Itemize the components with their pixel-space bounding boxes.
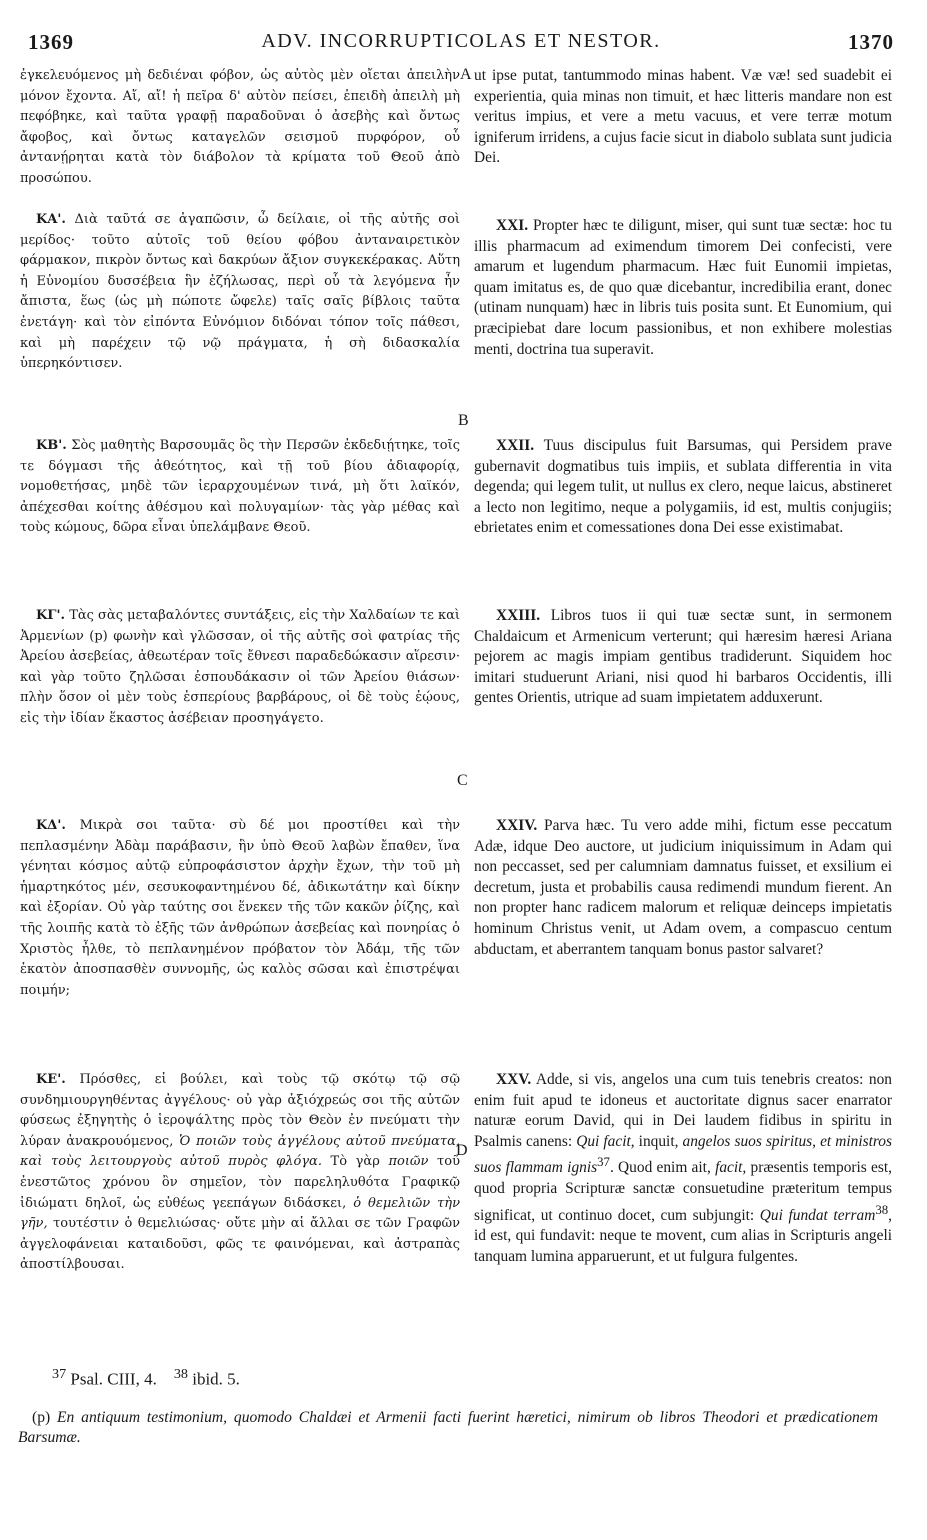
footnote-number-37: 37	[52, 1366, 67, 1382]
latin-footnote-ref-37: 37	[597, 1155, 610, 1170]
latin-quote-facit: facit,	[715, 1159, 747, 1177]
greek-text-21: Διὰ ταῦτά σε ἀγαπῶσιν, ὦ δείλαιε, οἱ τῆς αὐτῆς σοὶ μερίδος· τοῦτο αὐτοῖς τοῦ θείου φόβου ἀνταναιρετικὸν φάρμακον, πικρὸν ὄντως καὶ δακρύων ἄξιον συγκεκέρακας. Αὕτη ἡ Εὐνομίου δυσσέβεια ἣν ἐζήλωσας, περὶ οὗ τὰ λεγόμενα ἦν ἄπιστα, ἕως (ὡς μὴ πώποτε ὤφελε) ταῖς σαῖς βίβλοις ταῦτα ἐνετάγη· καὶ τὸν εἰπόντα Εὐνόμιον διδόναι τόπον τοῖς πάθεσι, καὶ μὴ παρέχειν τῷ νῷ πράγματα, ἡ σὴ διδασκαλία ὑπερηκόντισεν.	[20, 212, 460, 372]
margin-marker-b: B	[458, 412, 469, 429]
latin-text-25b: . Quod enim ait,	[609, 1159, 716, 1177]
latin-paragraph-intro	[474, 66, 892, 169]
page-number-right: 1370	[848, 30, 894, 54]
latin-quote-fundat: Qui fundat terram	[759, 1206, 876, 1224]
running-title: ADV. INCORRUPTICOLAS ET NESTOR.	[261, 30, 661, 52]
editorial-note-marker: (p)	[32, 1409, 51, 1426]
greek-paragraph-23	[20, 606, 460, 730]
footnote-text-37: Psal. CIII, 4.	[70, 1369, 157, 1389]
latin-footnote-ref-38: 38	[875, 1202, 889, 1217]
greek-text-25c: τοῦ ἐνεστῶτος χρόνου ὂν σημεῖον, τὸν παρεληλυθότα Γραφικῷ ἰδιώματι δηλοῖ, ὡς εὐθέως γεεπάγων διδάσκει,	[20, 1154, 460, 1211]
latin-paragraph-21	[474, 216, 892, 360]
latin-paragraph-23	[474, 606, 892, 709]
footnotes	[52, 1366, 240, 1390]
greek-text-25b: Τὸ γὰρ	[321, 1154, 389, 1170]
greek-paragraph-25	[20, 1070, 460, 1276]
latin-text-inquit: inquit,	[634, 1132, 683, 1150]
margin-marker-d: D	[456, 1142, 468, 1159]
greek-section-number-23: ΚΓ'.	[36, 608, 66, 623]
greek-paragraph-21	[20, 210, 460, 375]
latin-text-24: Parva hæc. Tu vero adde mihi, fictum esse peccatum Adæ, idque Deo auctore, ut judicium iniquissimum in Adam qui non peccasset, sed per calumniam damnatus fuisset, et exsilium ei decretum, justa et probabilis causa redimendi mundum fierent. An non propter hanc radicem malorum et reliquæ deinceps impietatis hominum Christus venit, ut Adam ovem, a compascuo centum abductam, et aberrantem tanquam bonus pastor salvaret?	[474, 817, 892, 958]
latin-text-25c: præsentis temporis est, quod propria Scripturæ sanctæ consuetudine præteritum tempus significat, ut continuo docet, cum subjungit:	[474, 1159, 892, 1224]
greek-section-number-21: ΚΑ'.	[36, 212, 66, 227]
latin-text-25a: Adde, si vis, angelos una cum tuis tenebris creatos: non enim fuit apud te idoneus et auctoritate dignus sacer enarrator naturæ eorum David, qui in Dei laudem fidibus in spiritu in Psalmis canens:	[474, 1071, 892, 1150]
margin-marker-a: A	[460, 66, 472, 83]
latin-text-25d: , id est, qui fundavit: neque te movent, cum alias in Scripturis angeli tanquam lumina apparuerunt, et ut fulgura fulgentes.	[474, 1206, 892, 1265]
greek-paragraph-intro	[20, 66, 460, 190]
editorial-note-text: En antiquum testimonium, quomodo Chaldæi et Armenii facti fuerint hæretici, nimirum ob libros Theodori et prædicationem Barsumæ.	[18, 1409, 878, 1446]
latin-paragraph-24	[474, 816, 892, 960]
footnote-number-38: 38	[173, 1366, 188, 1382]
footnote-text-38: ibid. 5.	[192, 1369, 240, 1389]
margin-marker-c: C	[457, 772, 468, 789]
greek-intro-text: ἐγκελευόμενος μὴ δεδιέναι φόβον, ὡς αὐτὸς μὲν οἴεται ἀπειλὴν μόνον ἔχοντα. Αἴ, αἴ! ἡ πεῖρα δ' αὐτὸν πείσει, ἐπειδὴ ἀπειλὴ μὴ πεφόβηκε, καὶ ταῦτα γραφῇ παραδοῦναι ὁ ἀσεβὴς καὶ ὄντως ἄφοβος, καὶ ὄντως καταγελῶν σεισμοῦ πυρφόρον, οὗ ἀντανῄρηται κατὰ τὸν διάβολον τὰ κρίματα τοῦ Θεοῦ ἀπὸ προσώπου.	[20, 68, 460, 186]
greek-section-number-22: ΚΒ'.	[36, 438, 67, 453]
latin-intro-text: ut ipse putat, tantummodo minas habent. Væ væ! sed suadebit ei experientia, quia minas non timuit, et hæc litteris mandare non est veritus impius, et vere a metu vacuus, et vere terræ motum igniferum irridens, a cujus facie sicut in diabolo sublata sunt judicia Dei.	[474, 67, 892, 167]
greek-text-22: Σὸς μαθητὴς Βαρσουμᾶς ὃς τὴν Περσῶν ἐκδεδιῄτηκε, τοῖς τε δόγμασι τῆς ἀθεότητος, καὶ τῇ τοῦ βίου ἀδιαφορίᾳ, νομοθετήσας, μηδὲ τῶν ἱεραρχουμένων τινά, μὴ ὅτι λαϊκόν, ἀπέχεσθαι κοίτης ἀθέσμου καὶ πολυγαμίων· τὰς γὰρ μέθας καὶ τοὺς κώμους, δῶρα εἶναι ὑπελάμβανε Θεοῦ.	[20, 438, 460, 536]
greek-text-25a: Πρόσθες, εἰ βούλει, καὶ τοὺς τῷ σκότῳ τῷ σῷ συνδημιουργηθέντας ἀγγέλους· οὐ γὰρ ἀξιόχρεώς σοι τῆς αὐτῶν φύσεως ἐξηγητὴς ὁ ἱεροψάλτης πρὸς τὸν Θεὸν ἐν πνεύματι τὴν λύραν ἀνακρουόμενος,	[20, 1072, 460, 1149]
page-number-left: 1369	[28, 30, 74, 54]
latin-text-21: Propter hæc te diligunt, miser, qui sunt tuæ sectæ: hoc tu illis pharmacum ad eximendum timorem Dei confecisti, vere amarum et lugendum pharmacum. Hæc fuit Eunomii impietas, quam imitatus es, de quo quæ dicebantur, incredibilia erant, donec (utinam nunquam) hæc in libris tuis posita sunt. Et Eunomium, qui præcipiebat dare locum passionibus, et non exhibere molestias menti, doctrina tua superavit.	[474, 217, 892, 358]
greek-section-number-24: ΚΔ'.	[36, 818, 66, 833]
latin-paragraph-25	[474, 1070, 892, 1268]
greek-quote-psalm: Ὁ ποιῶν τοὺς ἀγγέλους αὐτοῦ πνεύματα, καὶ τοὺς λειτουργοὺς αὐτοῦ πυρὸς φλόγα.	[20, 1133, 461, 1170]
latin-section-number-21: XXI.	[496, 217, 529, 234]
greek-word-poion: ποιῶν	[388, 1154, 429, 1170]
latin-quote-angelos: angelos suos spiritus, et ministros suos flammam ignis	[474, 1132, 892, 1177]
greek-text-24: Μικρὰ σοι ταῦτα· σὺ δέ μοι προστίθει καὶ τὴν πεπλασμένην Ἀδὰμ παράβασιν, ἣν ὑπὸ Θεοῦ λαβὼν ἔπαθεν, ἵνα γένηται κόσμος αὐτῷ εὐπροφάσιστον ἀρχὴν ἔχων, τὴν τοῦ μὴ ἡμαρτηκότος μέν, σεσυκοφαντημένου δέ, ἀδικωτάτην καὶ δίκην καὶ ἐξορίαν. Οὐ γὰρ ταύτης σοι ἕνεκεν τῆς τῶν κακῶν ῥίζης, καὶ τῆς λοιπῆς κατὰ τὸ ἑξῆς τῶν ἀνθρώπων ἀσεβείας καὶ πονηρίας ὁ Χριστὸς ἦλθε, τὸ πεπλανημένον πρόβατον τὸν Ἀδάμ, τῆς τῶν ἑκατὸν ἀποσπασθὲν συννομῆς, ὡς καλὸς σῶσαι καὶ ἐπιστρέψαι ποιμήν;	[20, 818, 461, 998]
running-header	[28, 30, 894, 60]
latin-section-number-25: XXV.	[496, 1071, 532, 1088]
latin-quote-qui-facit: Qui facit,	[576, 1132, 635, 1150]
editorial-note	[18, 1408, 878, 1448]
latin-text-22: Tuus discipulus fuit Barsumas, qui Persidem prave gubernavit dogmatibus tuis impiis, et sublata differentia in vita degenda; qui legem tulit, ut nullus ex clero, neque laicus, abstineret a lecto non legitimo, neque a polygamiis, id est, multis conjugiis; ebrietates enim et comessationes dona Dei esse existimabat.	[474, 437, 892, 537]
greek-section-number-25: ΚΕ'.	[36, 1072, 66, 1087]
latin-section-number-22: XXII.	[496, 437, 535, 454]
latin-paragraph-22	[474, 436, 892, 539]
latin-section-number-23: XXIII.	[496, 607, 541, 624]
greek-quote-themelion: ὁ θεμελιῶν τὴν γῆν,	[20, 1195, 460, 1232]
greek-text-25d: τουτέστιν ὁ θεμελιώσας· οὔτε μὴν αἱ ἄλλαι σε τῶν Γραφῶν ἀγγελοφάνειαι καταιδοῦσι, φῶς τε φαινόμεναι, καὶ ἀστραπὰς ἀποστίλβουσαι.	[20, 1216, 460, 1273]
greek-paragraph-22	[20, 436, 460, 539]
greek-paragraph-24	[20, 816, 460, 1001]
latin-text-23: Libros tuos ii qui tuæ sectæ sunt, in sermonem Chaldaicum et Armenicum verterunt; qui hæresim hæresi Ariana pejorem ac magis impiam gentibus tradiderunt. Siquidem hoc imitari studuerunt Ariani, nisi quod hi barbaros Occidentis, illi gentes Orientis, utrique ad suam impietatem adduxerunt.	[474, 607, 892, 707]
greek-text-23: Τὰς σὰς μεταβαλόντες συντάξεις, εἰς τὴν Χαλδαίων τε καὶ Ἀρμενίων (p) φωνὴν καὶ γλῶσσαν, οἱ τῆς αὐτῆς σοὶ φατρίας τῆς Ἀρείου ἀσεβείας, ἀθεωτέραν τοῖς ἔθνεσι παραδεδώκασιν αἵρεσιν· καὶ γὰρ τοῦτο ζηλῶσαι ἐσπουδάκασιν οἱ τῶν Ἀρείου θιάσων· πλὴν ὅσον οἱ μὲν τοὺς ἑσπερίους βαρβάρους, οἱ δὲ τοὺς ἑῴους, εἰς τὴν ἰδίαν ἕκαστος ἀσέβειαν προσηγάγετο.	[20, 608, 460, 726]
latin-section-number-24: XXIV.	[496, 817, 538, 834]
